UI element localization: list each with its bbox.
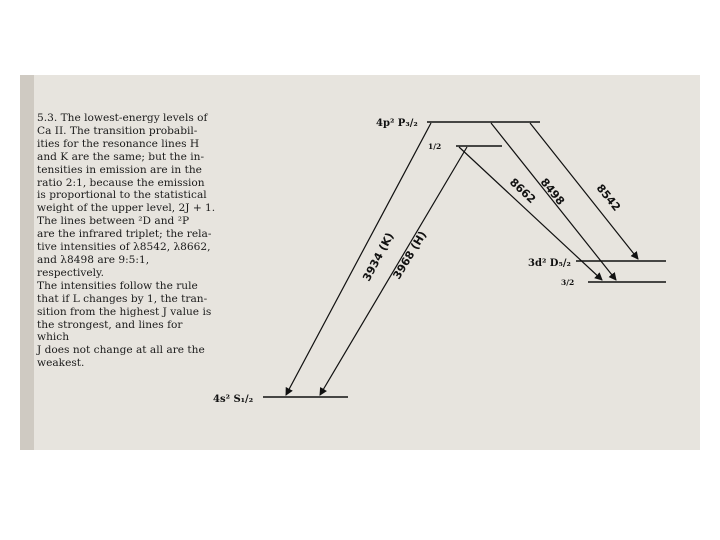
caption-line: The lines between ²D and ²P: [37, 215, 190, 228]
caption-line: The intensities follow the rule: [37, 279, 198, 292]
label-3968-h: 3968 (H): [390, 228, 430, 282]
level-label-p32: 4p² P₃/₂: [376, 118, 418, 129]
caption-line: ities for the resonance lines H: [37, 137, 200, 150]
label-8662: 8662: [506, 175, 539, 207]
caption-line: tensities in emission are in the: [37, 163, 202, 176]
caption-line: the strongest, and lines for which: [37, 318, 183, 344]
level-label-d52: 3d² D₅/₂: [528, 258, 571, 269]
caption-line: that if L changes by 1, the tran-: [37, 292, 208, 305]
caption-line: and λ8498 are 9:5:1, respectively.: [37, 253, 150, 279]
caption-line: Ca II. The transition probabil-: [37, 124, 198, 137]
caption-line: is proportional to the statistical: [37, 189, 207, 202]
caption-line: 5.3. The lowest-energy levels of: [37, 112, 208, 124]
level-label-p12: 1/2: [428, 142, 442, 151]
caption-line: and K are the same; but the in-: [37, 150, 205, 163]
caption-line: weakest.: [37, 357, 85, 370]
caption-line: sition from the highest J value is: [37, 305, 212, 318]
caption-line: weight of the upper level, 2J + 1.: [37, 202, 216, 215]
label-8498: 8498: [537, 175, 568, 208]
level-label-s12: 4s² S₁/₂: [213, 394, 254, 405]
caption-line: ratio 2:1, because the emission: [37, 176, 205, 189]
caption-line: are the infrared triplet; the rela-: [37, 228, 212, 241]
label-8542: 8542: [593, 181, 624, 214]
caption-line: tive intensities of λ8542, λ8662,: [37, 241, 211, 254]
level-label-d32: 3/2: [561, 278, 575, 287]
caption-line: J does not change at all are the: [37, 344, 205, 357]
label-3934-k: 3934 (K): [360, 230, 397, 284]
